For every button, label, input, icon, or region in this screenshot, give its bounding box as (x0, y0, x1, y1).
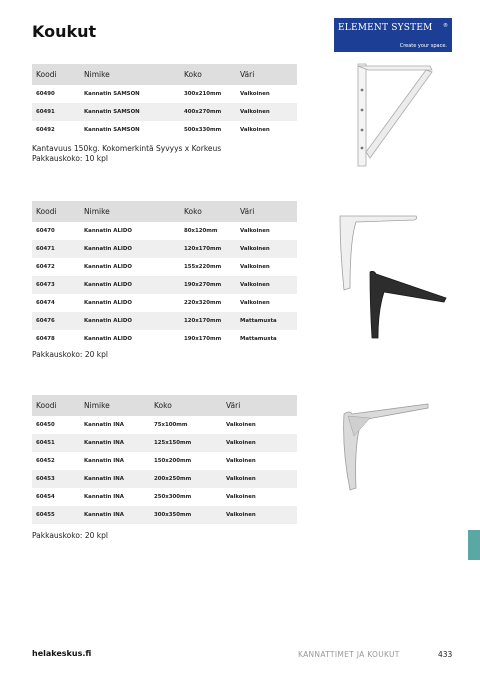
samson-notes (32, 144, 221, 164)
cell-name: Kannatin INA (80, 416, 150, 434)
section-side-tab (468, 530, 480, 560)
ina-table (32, 395, 297, 524)
cell-name: Kannatin ALIDO (80, 294, 180, 312)
cell-code: 60478 (32, 330, 80, 348)
cell-name: Kannatin INA (80, 434, 150, 452)
package-size-note: Pakkauskoko: 20 kpl (32, 350, 108, 359)
table-row (32, 276, 297, 294)
header-koko: Koko (150, 395, 222, 416)
footer-section-title: KANNATTIMET JA KOUKUT (298, 650, 400, 659)
header-nimike: Nimike (80, 64, 180, 85)
header-vari: Väri (222, 395, 297, 416)
cell-color: Valkoinen (236, 121, 297, 139)
cell-code: 60470 (32, 222, 80, 240)
cell-name: Kannatin SAMSON (80, 85, 180, 103)
cell-name: Kannatin INA (80, 452, 150, 470)
cell-color: Valkoinen (222, 452, 297, 470)
element-system-logo (334, 18, 452, 52)
table-row (32, 434, 297, 452)
table-row (32, 330, 297, 348)
header-nimike: Nimike (80, 201, 180, 222)
cell-size: 155x220mm (180, 258, 236, 276)
header-koko: Koko (180, 201, 236, 222)
header-vari: Väri (236, 201, 297, 222)
cell-color: Valkoinen (236, 85, 297, 103)
alido-notes (32, 350, 108, 360)
cell-name: Kannatin ALIDO (80, 258, 180, 276)
table-row (32, 103, 297, 121)
alido-bracket-images (334, 210, 450, 340)
table-row (32, 85, 297, 103)
cell-code: 60453 (32, 470, 80, 488)
cell-size: 120x170mm (180, 240, 236, 258)
cell-code: 60455 (32, 506, 80, 524)
table-row (32, 506, 297, 524)
cell-size: 250x300mm (150, 488, 222, 506)
cell-code: 60472 (32, 258, 80, 276)
cell-size: 300x210mm (180, 85, 236, 103)
package-size-note: Pakkauskoko: 20 kpl (32, 531, 108, 540)
table-row (32, 240, 297, 258)
table-row (32, 294, 297, 312)
cell-color: Valkoinen (222, 488, 297, 506)
table-row (32, 312, 297, 330)
logo-name: ELEMENT SYSTEM (338, 23, 433, 33)
cell-code: 60452 (32, 452, 80, 470)
table-header-row (32, 201, 297, 222)
cell-name: Kannatin INA (80, 470, 150, 488)
table-row (32, 452, 297, 470)
cell-color: Valkoinen (236, 276, 297, 294)
page-number: 433 (438, 650, 453, 659)
cell-name: Kannatin ALIDO (80, 312, 180, 330)
cell-size: 80x120mm (180, 222, 236, 240)
cell-size: 220x320mm (180, 294, 236, 312)
cell-color: Valkoinen (222, 470, 297, 488)
cell-size: 190x170mm (180, 330, 236, 348)
cell-color: Valkoinen (236, 294, 297, 312)
cell-size: 125x150mm (150, 434, 222, 452)
table-row (32, 258, 297, 276)
cell-name: Kannatin ALIDO (80, 222, 180, 240)
header-nimike: Nimike (80, 395, 150, 416)
cell-color: Valkoinen (236, 222, 297, 240)
table-header-row (32, 64, 297, 85)
cell-color: Valkoinen (222, 506, 297, 524)
logo-tagline: Create your space. (399, 43, 447, 49)
cell-color: Mattamusta (236, 312, 297, 330)
cell-name: Kannatin INA (80, 488, 150, 506)
cell-color: Valkoinen (236, 240, 297, 258)
cell-color: Valkoinen (222, 416, 297, 434)
cell-code: 60491 (32, 103, 80, 121)
table-row (32, 416, 297, 434)
cell-size: 400x270mm (180, 103, 236, 121)
cell-color: Valkoinen (236, 258, 297, 276)
cell-code: 60450 (32, 416, 80, 434)
ina-bracket-image (340, 400, 440, 492)
load-capacity-note: Kantavuus 150kg. Kokomerkintä Syvyys x Korkeus (32, 144, 222, 153)
cell-code: 60471 (32, 240, 80, 258)
cell-size: 75x100mm (150, 416, 222, 434)
cell-size: 300x350mm (150, 506, 222, 524)
samson-table (32, 64, 297, 139)
cell-color: Mattamusta (236, 330, 297, 348)
cell-name: Kannatin INA (80, 506, 150, 524)
cell-code: 60474 (32, 294, 80, 312)
cell-size: 120x170mm (180, 312, 236, 330)
cell-code: 60490 (32, 85, 80, 103)
cell-size: 190x270mm (180, 276, 236, 294)
header-vari: Väri (236, 64, 297, 85)
cell-size: 200x250mm (150, 470, 222, 488)
cell-name: Kannatin SAMSON (80, 103, 180, 121)
table-row (32, 121, 297, 139)
cell-code: 60454 (32, 488, 80, 506)
alido-table (32, 201, 297, 348)
table-row (32, 470, 297, 488)
table-row (32, 488, 297, 506)
samson-bracket-image (340, 60, 440, 172)
logo-registered-mark: ® (443, 23, 448, 29)
footer-website: helakeskus.fi (32, 649, 92, 658)
cell-size: 500x330mm (180, 121, 236, 139)
cell-code: 60473 (32, 276, 80, 294)
cell-name: Kannatin SAMSON (80, 121, 180, 139)
cell-code: 60492 (32, 121, 80, 139)
ina-notes (32, 531, 108, 541)
table-row (32, 222, 297, 240)
cell-code: 60476 (32, 312, 80, 330)
cell-name: Kannatin ALIDO (80, 276, 180, 294)
cell-size: 150x200mm (150, 452, 222, 470)
header-koodi: Koodi (32, 201, 80, 222)
cell-name: Kannatin ALIDO (80, 330, 180, 348)
header-koodi: Koodi (32, 64, 80, 85)
package-size-note: Pakkauskoko: 10 kpl (32, 154, 108, 163)
cell-color: Valkoinen (222, 434, 297, 452)
header-koodi: Koodi (32, 395, 80, 416)
cell-color: Valkoinen (236, 103, 297, 121)
header-koko: Koko (180, 64, 236, 85)
table-header-row (32, 395, 297, 416)
cell-name: Kannatin ALIDO (80, 240, 180, 258)
cell-code: 60451 (32, 434, 80, 452)
page-title: Koukut (32, 22, 97, 41)
